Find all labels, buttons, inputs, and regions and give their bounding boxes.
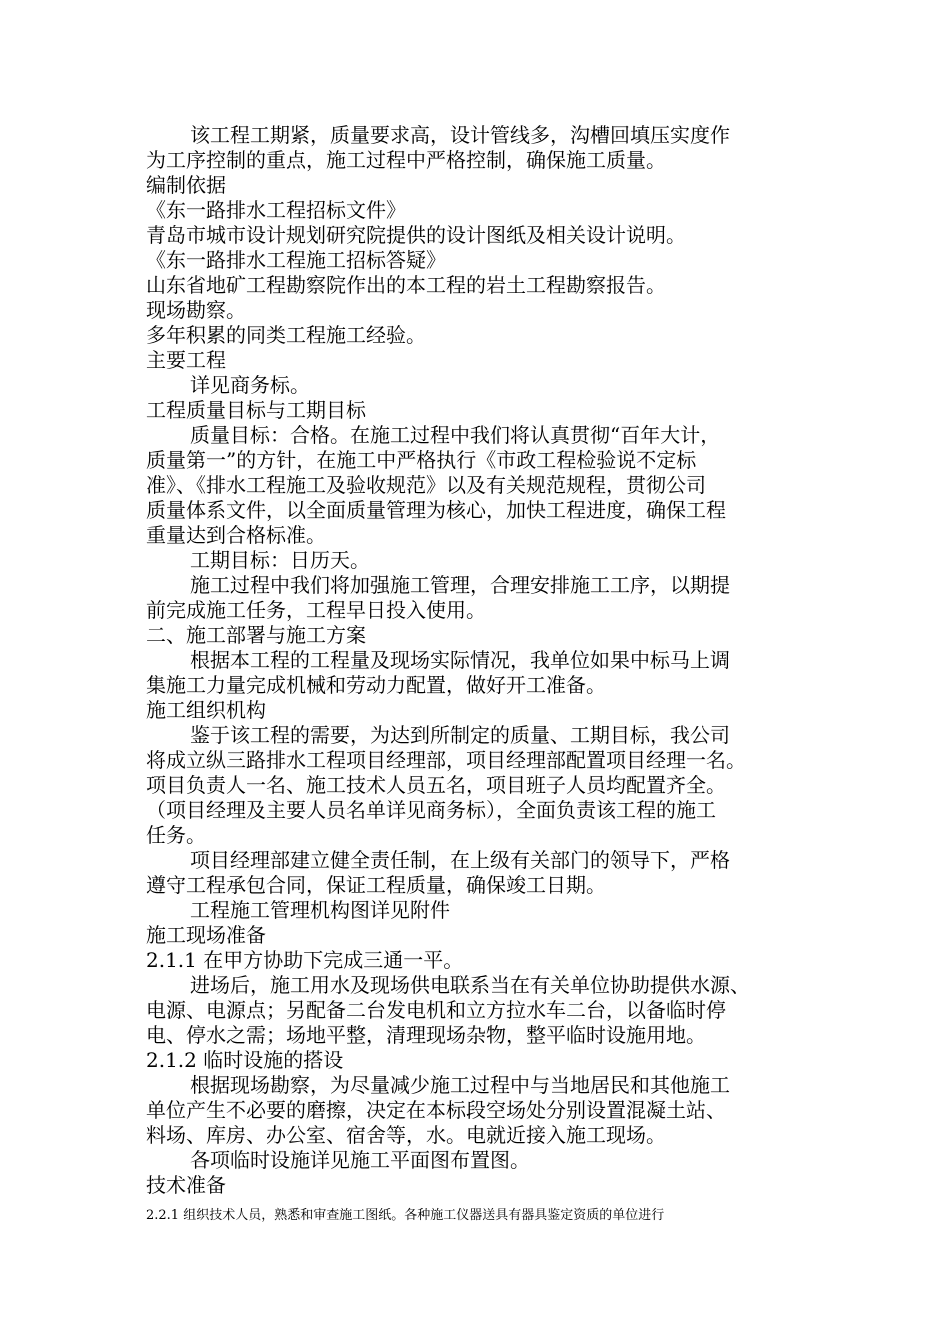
text-line: 青岛市城市设计规划研究院提供的设计图纸及相关设计说明。 (146, 223, 686, 247)
text-line: 电源、电源点；另配备二台发电机和立方拉水车二台，以备临时停 (146, 998, 726, 1022)
text-line: 工期目标：日历天。 (190, 548, 370, 572)
text-line: 工程施工管理机构图详见附件 (190, 898, 450, 922)
text-line: 遵守工程承包合同，保证工程质量，确保竣工日期。 (146, 873, 606, 897)
text-line: 根据本工程的工程量及现场实际情况，我单位如果中标马上调 (190, 648, 730, 672)
text-line: 《东一路排水工程招标文件》 (146, 198, 406, 222)
text-line: 准》、《排水工程施工及验收规范》以及有关规范规程，贯彻公司 (146, 473, 706, 497)
text-line: 编制依据 (146, 173, 226, 197)
text-line: 山东省地矿工程勘察院作出的本工程的岩土工程勘察报告。 (146, 273, 666, 297)
document-last-line: 2.2.1 组织技术人员，熟悉和审查施工图纸。各种施工仪器送具有器具鉴定资质的单位进行 (146, 1208, 665, 1223)
text-line: 现场勘察。 (146, 298, 246, 322)
text-line: 主要工程 (146, 348, 226, 372)
text-line: 前完成施工任务，工程早日投入使用。 (146, 598, 486, 622)
text-line: 为工序控制的重点，施工过程中严格控制，确保施工质量。 (146, 148, 666, 172)
text-line: 任务。 (146, 823, 206, 847)
text-line: 质量第一”的方针，在施工中严格执行《市政工程检验说不定标 (146, 448, 697, 472)
text-line: 项目负责人一名、施工技术人员五名，项目班子人员均配置齐全。 (146, 773, 726, 797)
text-line: （项目经理及主要人员名单详见商务标），全面负责该工程的施工 (146, 798, 716, 822)
text-line: 工程质量目标与工期目标 (146, 398, 366, 422)
text-line: 根据现场勘察，为尽量减少施工过程中与当地居民和其他施工 (190, 1073, 730, 1097)
text-line: 2.1.2 临时设施的搭设 (146, 1048, 344, 1072)
text-line: 将成立纵三路排水工程项目经理部，项目经理部配置项目经理一名。 (146, 748, 746, 772)
text-line: 集施工力量完成机械和劳动力配置，做好开工准备。 (146, 673, 606, 697)
text-line: 施工组织机构 (146, 698, 266, 722)
document-body (146, 123, 826, 1226)
text-line: 单位产生不必要的磨擦，决定在本标段空场处分别设置混凝土站、 (146, 1098, 726, 1122)
text-line: 2.1.1 在甲方协助下完成三通一平。 (146, 948, 464, 972)
text-line: 多年积累的同类工程施工经验。 (146, 323, 426, 347)
text-line: 各项临时设施详见施工平面图布置图。 (190, 1148, 530, 1172)
text-line: 《东一路排水工程施工招标答疑》 (146, 248, 446, 272)
text-line: 进场后，施工用水及现场供电联系当在有关单位协助提供水源、 (190, 973, 750, 997)
text-line: 料场、库房、办公室、宿舍等，水。电就近接入施工现场。 (146, 1123, 666, 1147)
text-line: 施工过程中我们将加强施工管理，合理安排施工工序，以期提 (190, 573, 730, 597)
text-line: 该工程工期紧，质量要求高，设计管线多，沟槽回填压实度作 (190, 123, 730, 147)
text-line: 详见商务标。 (190, 373, 310, 397)
text-line: 二、施工部署与施工方案 (146, 623, 366, 647)
text-line: 质量目标：合格。在施工过程中我们将认真贯彻“百年大计， (190, 423, 721, 447)
text-line: 技术准备 (146, 1173, 226, 1197)
text-line: 施工现场准备 (146, 923, 266, 947)
text-line: 项目经理部建立健全责任制，在上级有关部门的领导下，严格 (190, 848, 730, 872)
text-line: 质量体系文件，以全面质量管理为核心，加快工程进度，确保工程 (146, 498, 726, 522)
text-line: 电、停水之需；场地平整，清理现场杂物，整平临时设施用地。 (146, 1023, 706, 1047)
text-line: 重量达到合格标准。 (146, 523, 326, 547)
text-line: 鉴于该工程的需要，为达到所制定的质量、工期目标，我公司 (190, 723, 730, 747)
